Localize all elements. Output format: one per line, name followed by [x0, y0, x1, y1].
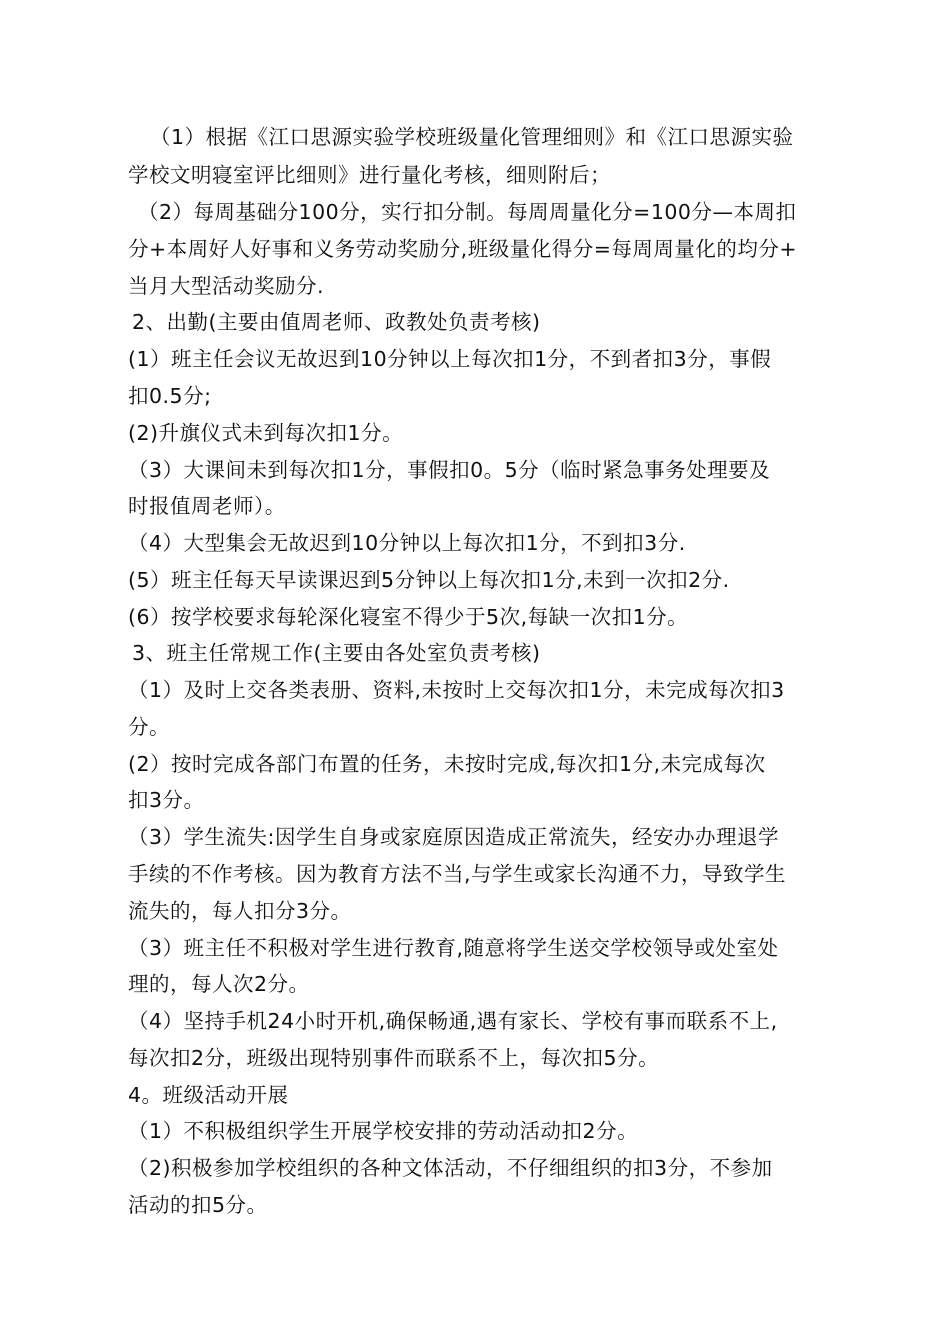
text-line: 当月大型活动奖励分.: [128, 274, 325, 298]
section-heading: 2、出勤(主要由值周老师、政教处负责考核): [132, 310, 541, 334]
text-line: （1）根据《江口思源实验学校班级量化管理细则》和《江口思源实验: [150, 125, 794, 149]
text-line: （3）班主任不积极对学生进行教育,随意将学生送交学校领导或处室处: [128, 936, 779, 960]
text-line: （2）每周基础分100分，实行扣分制。每周周量化分=100分—本周扣: [138, 200, 797, 224]
text-line: （3）学生流失:因学生自身或家庭原因造成正常流失，经安办办理退学: [128, 825, 779, 849]
text-line: 活动的扣5分。: [128, 1193, 268, 1217]
text-line: (1）班主任会议无故迟到10分钟以上每次扣1分，不到者扣3分，事假: [128, 347, 772, 371]
text-line: 学校文明寝室评比细则》进行量化考核，细则附后；: [128, 163, 611, 187]
text-line: （1）不积极组织学生开展学校安排的劳动活动扣2分。: [128, 1119, 639, 1143]
text-line: （4）坚持手机24小时开机,确保畅通,遇有家长、学校有事而联系不上,: [128, 1009, 778, 1033]
text-line: 流失的，每人扣分3分。: [128, 899, 352, 923]
text-line: 理的，每人次2分。: [128, 972, 310, 996]
text-line: 分。: [128, 715, 170, 739]
text-line: 扣3分。: [128, 788, 205, 812]
text-line: 扣0.5分;: [128, 384, 212, 408]
text-line: 每次扣2分，班级出现特别事件而联系不上，每次扣5分。: [128, 1046, 660, 1070]
text-line: （1）及时上交各类表册、资料,未按时上交每次扣1分，未完成每次扣3: [128, 678, 785, 702]
text-line: （3）大课间未到每次扣1分，事假扣0。5分（临时紧急事务处理要及: [128, 458, 771, 482]
text-line: （2)积极参加学校组织的各种文体活动，不仔细组织的扣3分，不参加: [128, 1156, 773, 1180]
text-line: (5）班主任每天早读课迟到5分钟以上每次扣1分,未到一次扣2分.: [128, 568, 730, 592]
text-line: (6）按学校要求每轮深化寝室不得少于5次,每缺一次扣1分。: [128, 605, 689, 629]
text-line: (2）按时完成各部门布置的任务，未按时完成,每次扣1分,未完成每次: [128, 752, 766, 776]
section-heading: 3、班主任常规工作(主要由各处室负责考核): [132, 641, 541, 665]
text-line: （4）大型集会无故迟到10分钟以上每次扣1分，不到扣3分.: [128, 531, 686, 555]
section-heading: 4。班级活动开展: [128, 1083, 289, 1107]
text-line: (2)升旗仪式未到每次扣1分。: [128, 421, 404, 445]
text-line: 手续的不作考核。因为教育方法不当,与学生或家长沟通不力，导致学生: [128, 862, 787, 886]
text-line: 时报值周老师）。: [128, 494, 286, 518]
text-line: 分+本周好人好事和义务劳动奖励分,班级量化得分=每周周量化的均分+: [128, 237, 798, 261]
